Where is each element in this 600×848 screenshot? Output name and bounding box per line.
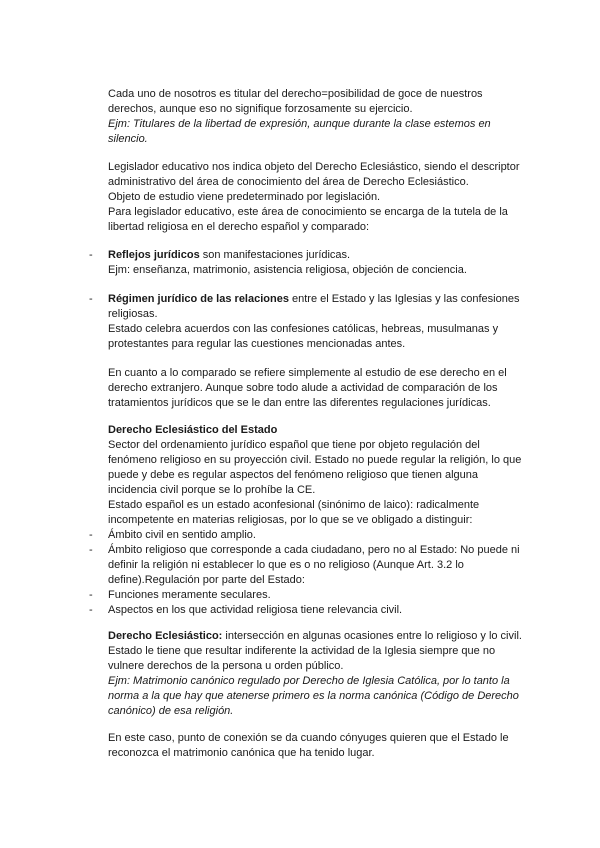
- list-item-reflejos-juridicos: [89, 248, 540, 278]
- list-item-text: Aspectos en los que actividad religiosa tiene relevancia civil.: [108, 604, 403, 616]
- text-line: [108, 629, 540, 644]
- example-line: Ejm: Matrimonio canónico regulado por Derecho de Iglesia Católica, por lo tanto la: [108, 675, 510, 687]
- section-derecho-eclesiastico-estado: [89, 423, 540, 618]
- text-line: protestantes para regular las cuestiones mencionadas antes.: [108, 338, 406, 350]
- text-line: Legislador educativo nos indica objeto del Derecho Eclesiástico, siendo el descriptor: [108, 161, 520, 173]
- list-item-text: Funciones meramente seculares.: [108, 589, 271, 601]
- paragraph-derecho-eclesiastico: [108, 629, 540, 719]
- text-line: reconozca el matrimonio canónica que ha tenido lugar.: [108, 747, 375, 759]
- text-line: derecho extranjero. Aunque sobre todo alude a actividad de comparación de los: [108, 382, 498, 394]
- dash-bullet: -: [89, 293, 93, 305]
- list-item-line: [89, 528, 540, 543]
- text-line: En este caso, punto de conexión se da cuando cónyuges quieren que el Estado le: [108, 732, 509, 744]
- list-item-line: [89, 603, 540, 618]
- dash-bullet: -: [89, 604, 93, 616]
- text-line: Cada uno de nosotros es titular del derecho=posibilidad de goce de nuestros: [108, 88, 483, 100]
- paragraph-titular-derecho: [108, 87, 540, 147]
- list-item-text: son manifestaciones jurídicas.: [199, 249, 351, 261]
- list-item-text: entre el Estado y las Iglesias y las confesiones: [288, 293, 520, 305]
- example-line: Ejm: Titulares de la libertad de expresión, aunque durante la clase estemos en: [108, 118, 491, 130]
- text-line: libertad religiosa en el derecho español y comparado:: [108, 221, 370, 233]
- bold-term: Régimen jurídico de las relaciones: [108, 293, 289, 305]
- text-line: Objeto de estudio viene predeterminado por legislación.: [108, 191, 381, 203]
- paragraph-comparado: [108, 366, 540, 411]
- text-line: define).Regulación por parte del Estado:: [108, 574, 305, 586]
- list-item-regimen-juridico: [89, 292, 540, 352]
- list-item-text: Ámbito religioso que corresponde a cada ciudadano, pero no al Estado: No puede ni: [108, 544, 520, 556]
- section-heading: Derecho Eclesiástico del Estado: [108, 424, 278, 436]
- inline-text: intersección en algunas ocasiones entre lo religioso y lo civil.: [222, 630, 522, 642]
- text-line: incidencia civil porque se lo prohíbe la CE.: [108, 484, 316, 496]
- text-line: administrativo del área de conocimiento del área de Derecho Eclesiástico.: [108, 176, 469, 188]
- text-line: puede y debe es regular aspectos del fenómeno religioso que tienen alguna: [108, 469, 478, 481]
- dash-bullet: -: [89, 249, 93, 261]
- text-line: vulnere derechos de la persona u orden público.: [108, 660, 344, 672]
- bold-term: Derecho Eclesiástico:: [108, 630, 223, 642]
- text-line: Para legislador educativo, este área de conocimiento se encarga de la tutela de la: [108, 206, 508, 218]
- text-line: Estado le tiene que resultar indiferente la actividad de la Iglesia siempre que no: [108, 645, 496, 657]
- list-item-text: Ámbito civil en sentido amplio.: [108, 529, 256, 541]
- text-line: Ejm: enseñanza, matrimonio, asistencia religiosa, objeción de conciencia.: [108, 264, 467, 276]
- text-line: tratamientos jurídicos que se le dan entre las diferentes regulaciones jurídicas.: [108, 397, 491, 409]
- list-item-line: [89, 248, 540, 263]
- example-line: norma a la que hay que atenerse primero es la norma canónica (Código de Derecho: [108, 690, 519, 702]
- list-item-line: [89, 292, 540, 307]
- text-line: Estado celebra acuerdos con las confesiones católicas, hebreas, musulmanas y: [108, 323, 499, 335]
- list-item-line: [89, 543, 540, 558]
- dash-bullet: -: [89, 544, 93, 556]
- bold-term: Reflejos jurídicos: [108, 249, 200, 261]
- example-line: canónico) de esa religión.: [108, 705, 234, 717]
- example-line: silencio.: [108, 133, 148, 145]
- text-line: Estado español es un estado aconfesional (sinónimo de laico): radicalmente: [108, 499, 480, 511]
- paragraph-punto-conexion: [108, 731, 540, 761]
- list-item-line: [89, 588, 540, 603]
- dash-bullet: -: [89, 529, 93, 541]
- text-line: derechos, aunque eso no signifique forzosamente su ejercicio.: [108, 103, 413, 115]
- text-line: incompetente en materias religiosas, por lo que se ve obligado a distinguir:: [108, 514, 473, 526]
- paragraph-legislador-educativo: [108, 160, 540, 235]
- text-line: fenómeno religioso en su proyección civil. Estado no puede regular la religión, lo que: [108, 454, 522, 466]
- dash-bullet: -: [89, 589, 93, 601]
- text-line: definir la religión ni establecer lo que es o no religioso (Aunque Art. 3.2 lo: [108, 559, 464, 571]
- text-line: En cuanto a lo comparado se refiere simplemente al estudio de ese derecho en el: [108, 367, 507, 379]
- text-line: Sector del ordenamiento jurídico español que tiene por objeto regulación del: [108, 439, 480, 451]
- text-line: religiosas.: [108, 308, 158, 320]
